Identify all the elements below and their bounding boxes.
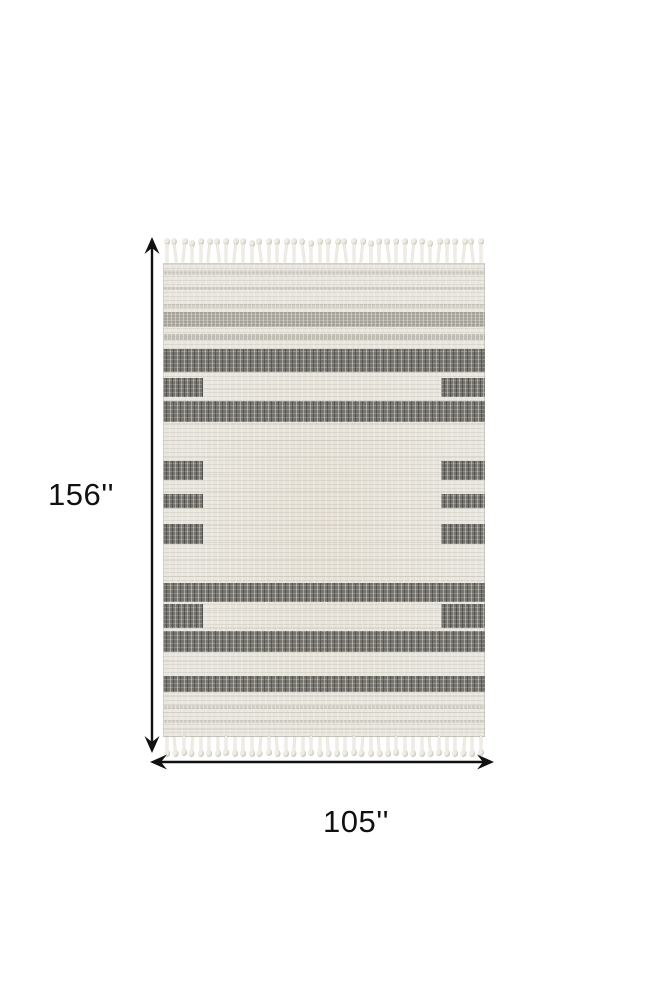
tassel-stem: [166, 737, 168, 751]
width-dimension-label: 105'': [322, 804, 390, 839]
rug-stripe: [163, 312, 485, 327]
tassel: [419, 238, 425, 263]
tassel-stem: [327, 244, 329, 262]
tassel-stem: [251, 737, 253, 751]
tassel-stem: [207, 244, 211, 262]
tassel-stem: [268, 244, 270, 262]
tassel: [164, 238, 170, 263]
tassel-stem: [208, 737, 210, 751]
rug-stripe: [163, 583, 485, 602]
tassel: [383, 238, 392, 264]
tassel-stem: [310, 246, 312, 264]
rug-edge-band: [163, 604, 485, 628]
tassel-stem: [242, 244, 244, 262]
tassel-stem: [480, 736, 482, 750]
tassel-stem: [191, 737, 194, 751]
tassel-stem: [259, 737, 262, 751]
tassel: [332, 238, 341, 263]
tassel-stem: [370, 737, 372, 751]
tassel-stem: [268, 736, 270, 750]
rug-edge-band-right: [441, 461, 485, 480]
tassel-stem: [387, 737, 389, 751]
tassel-stem: [233, 244, 237, 262]
tassel-stem: [259, 244, 263, 262]
tassel: [325, 238, 331, 263]
tassel-stem: [378, 244, 380, 262]
tassel-stem: [200, 244, 202, 262]
tassel-stem: [411, 244, 415, 262]
height-dimension-label: 156'': [47, 477, 115, 512]
tassel: [358, 238, 367, 263]
tassel-stem: [166, 244, 168, 262]
tassel-stem: [225, 736, 227, 750]
rug-stripe: [163, 271, 485, 275]
tassel-stem: [446, 244, 448, 262]
rug-stripe: [163, 304, 485, 308]
tassel: [427, 240, 433, 265]
rug-stripe: [163, 676, 485, 692]
rug-edge-band-right: [441, 524, 485, 544]
rug-stripe: [163, 349, 485, 372]
rug-edge-band: [163, 524, 485, 544]
tassel-stem: [302, 737, 304, 751]
tassel: [341, 238, 350, 264]
rug-fringe-top: [163, 238, 485, 263]
tassel-stem: [454, 244, 456, 262]
tassel-stem: [421, 244, 423, 262]
tassel: [180, 238, 189, 263]
tassel-stem: [344, 737, 346, 751]
tassel-stem: [334, 244, 338, 262]
rug-edge-band-right: [441, 378, 485, 397]
tassel: [434, 238, 443, 263]
rug-edge-band-left: [163, 461, 203, 480]
tassel-stem: [370, 246, 372, 264]
tassel-stem: [319, 737, 321, 751]
tassel-stem: [412, 737, 414, 751]
tassel-stem: [319, 244, 321, 262]
tassel-stem: [395, 736, 397, 750]
width-dimension-arrow: [150, 752, 494, 772]
tassel-stem: [174, 244, 178, 262]
tassel: [256, 238, 265, 264]
tassel: [351, 238, 357, 263]
tassel: [171, 238, 180, 264]
rug-stripe: [163, 631, 485, 652]
tassel-stem: [429, 246, 431, 264]
tassel-stem: [310, 736, 312, 750]
tassel: [393, 238, 399, 263]
tassel-stem: [200, 737, 202, 751]
tassel-stem: [251, 246, 253, 264]
tassel-stem: [462, 244, 466, 262]
tassel-stem: [454, 737, 456, 751]
tassel-stem: [293, 244, 295, 262]
tassel-stem: [182, 244, 186, 262]
tassel-stem: [386, 244, 390, 262]
tassel-stem: [276, 244, 278, 262]
tassel: [468, 238, 477, 264]
rug-edge-band: [163, 378, 485, 397]
tassel-stem: [404, 737, 406, 751]
tassel-stem: [284, 244, 288, 262]
tassel-stem: [438, 736, 440, 750]
tassel: [274, 238, 280, 263]
rug-edge-band: [163, 461, 485, 480]
tassel-stem: [225, 244, 227, 262]
tassel-stem: [183, 736, 185, 750]
tassel-stem: [480, 244, 482, 262]
tassel-stem: [217, 737, 219, 751]
tassel: [205, 238, 214, 263]
tassel-stem: [343, 244, 347, 262]
rug-stripe: [163, 334, 485, 340]
rug-edge-band-left: [163, 604, 203, 628]
tassel: [266, 238, 272, 263]
rug-stripe: [163, 287, 485, 290]
rug-stripe: [163, 720, 485, 723]
tassel: [189, 240, 195, 265]
tassel-stem: [191, 246, 193, 264]
tassel-stem: [301, 244, 305, 262]
tassel: [317, 238, 323, 263]
tassel: [223, 238, 229, 263]
rug-edge-band-left: [163, 378, 203, 397]
tassel: [452, 238, 458, 263]
tassel: [240, 238, 246, 263]
tassel: [291, 238, 297, 263]
tassel: [281, 238, 290, 263]
tassel-stem: [293, 737, 296, 751]
tassel: [478, 238, 484, 263]
tassel-stem: [234, 737, 236, 751]
tassel-stem: [285, 737, 287, 751]
tassel-stem: [360, 244, 364, 262]
tassel-stem: [471, 244, 475, 262]
tassel-stem: [336, 737, 338, 751]
rug-stripe: [163, 705, 485, 709]
tassel: [444, 238, 450, 263]
rug-edge-band-left: [163, 524, 203, 544]
rug-edge-band: [163, 494, 485, 508]
tassel: [402, 238, 408, 263]
tassel-stem: [395, 244, 397, 262]
rug-edge-band-right: [441, 604, 485, 628]
rug-body: [163, 263, 485, 737]
tassel: [308, 240, 314, 265]
tassel: [298, 238, 307, 264]
tassel-stem: [353, 736, 355, 750]
tassel: [249, 240, 255, 265]
tassel-stem: [353, 244, 355, 262]
tassel: [213, 238, 222, 264]
tassel: [231, 238, 240, 263]
tassel: [376, 238, 382, 263]
rug-stripe: [163, 401, 485, 422]
tassel-stem: [421, 737, 423, 751]
height-dimension-arrow: [142, 237, 162, 753]
tassel-stem: [471, 737, 473, 751]
tassel-stem: [436, 244, 440, 262]
tassel: [409, 238, 418, 263]
rug-edge-band-left: [163, 494, 203, 508]
tassel-stem: [446, 737, 448, 751]
tassel-stem: [216, 244, 220, 262]
tassel: [198, 238, 204, 263]
rug-edge-band-right: [441, 494, 485, 508]
tassel: [368, 240, 374, 265]
tassel-stem: [242, 737, 244, 751]
tassel-stem: [404, 244, 406, 262]
